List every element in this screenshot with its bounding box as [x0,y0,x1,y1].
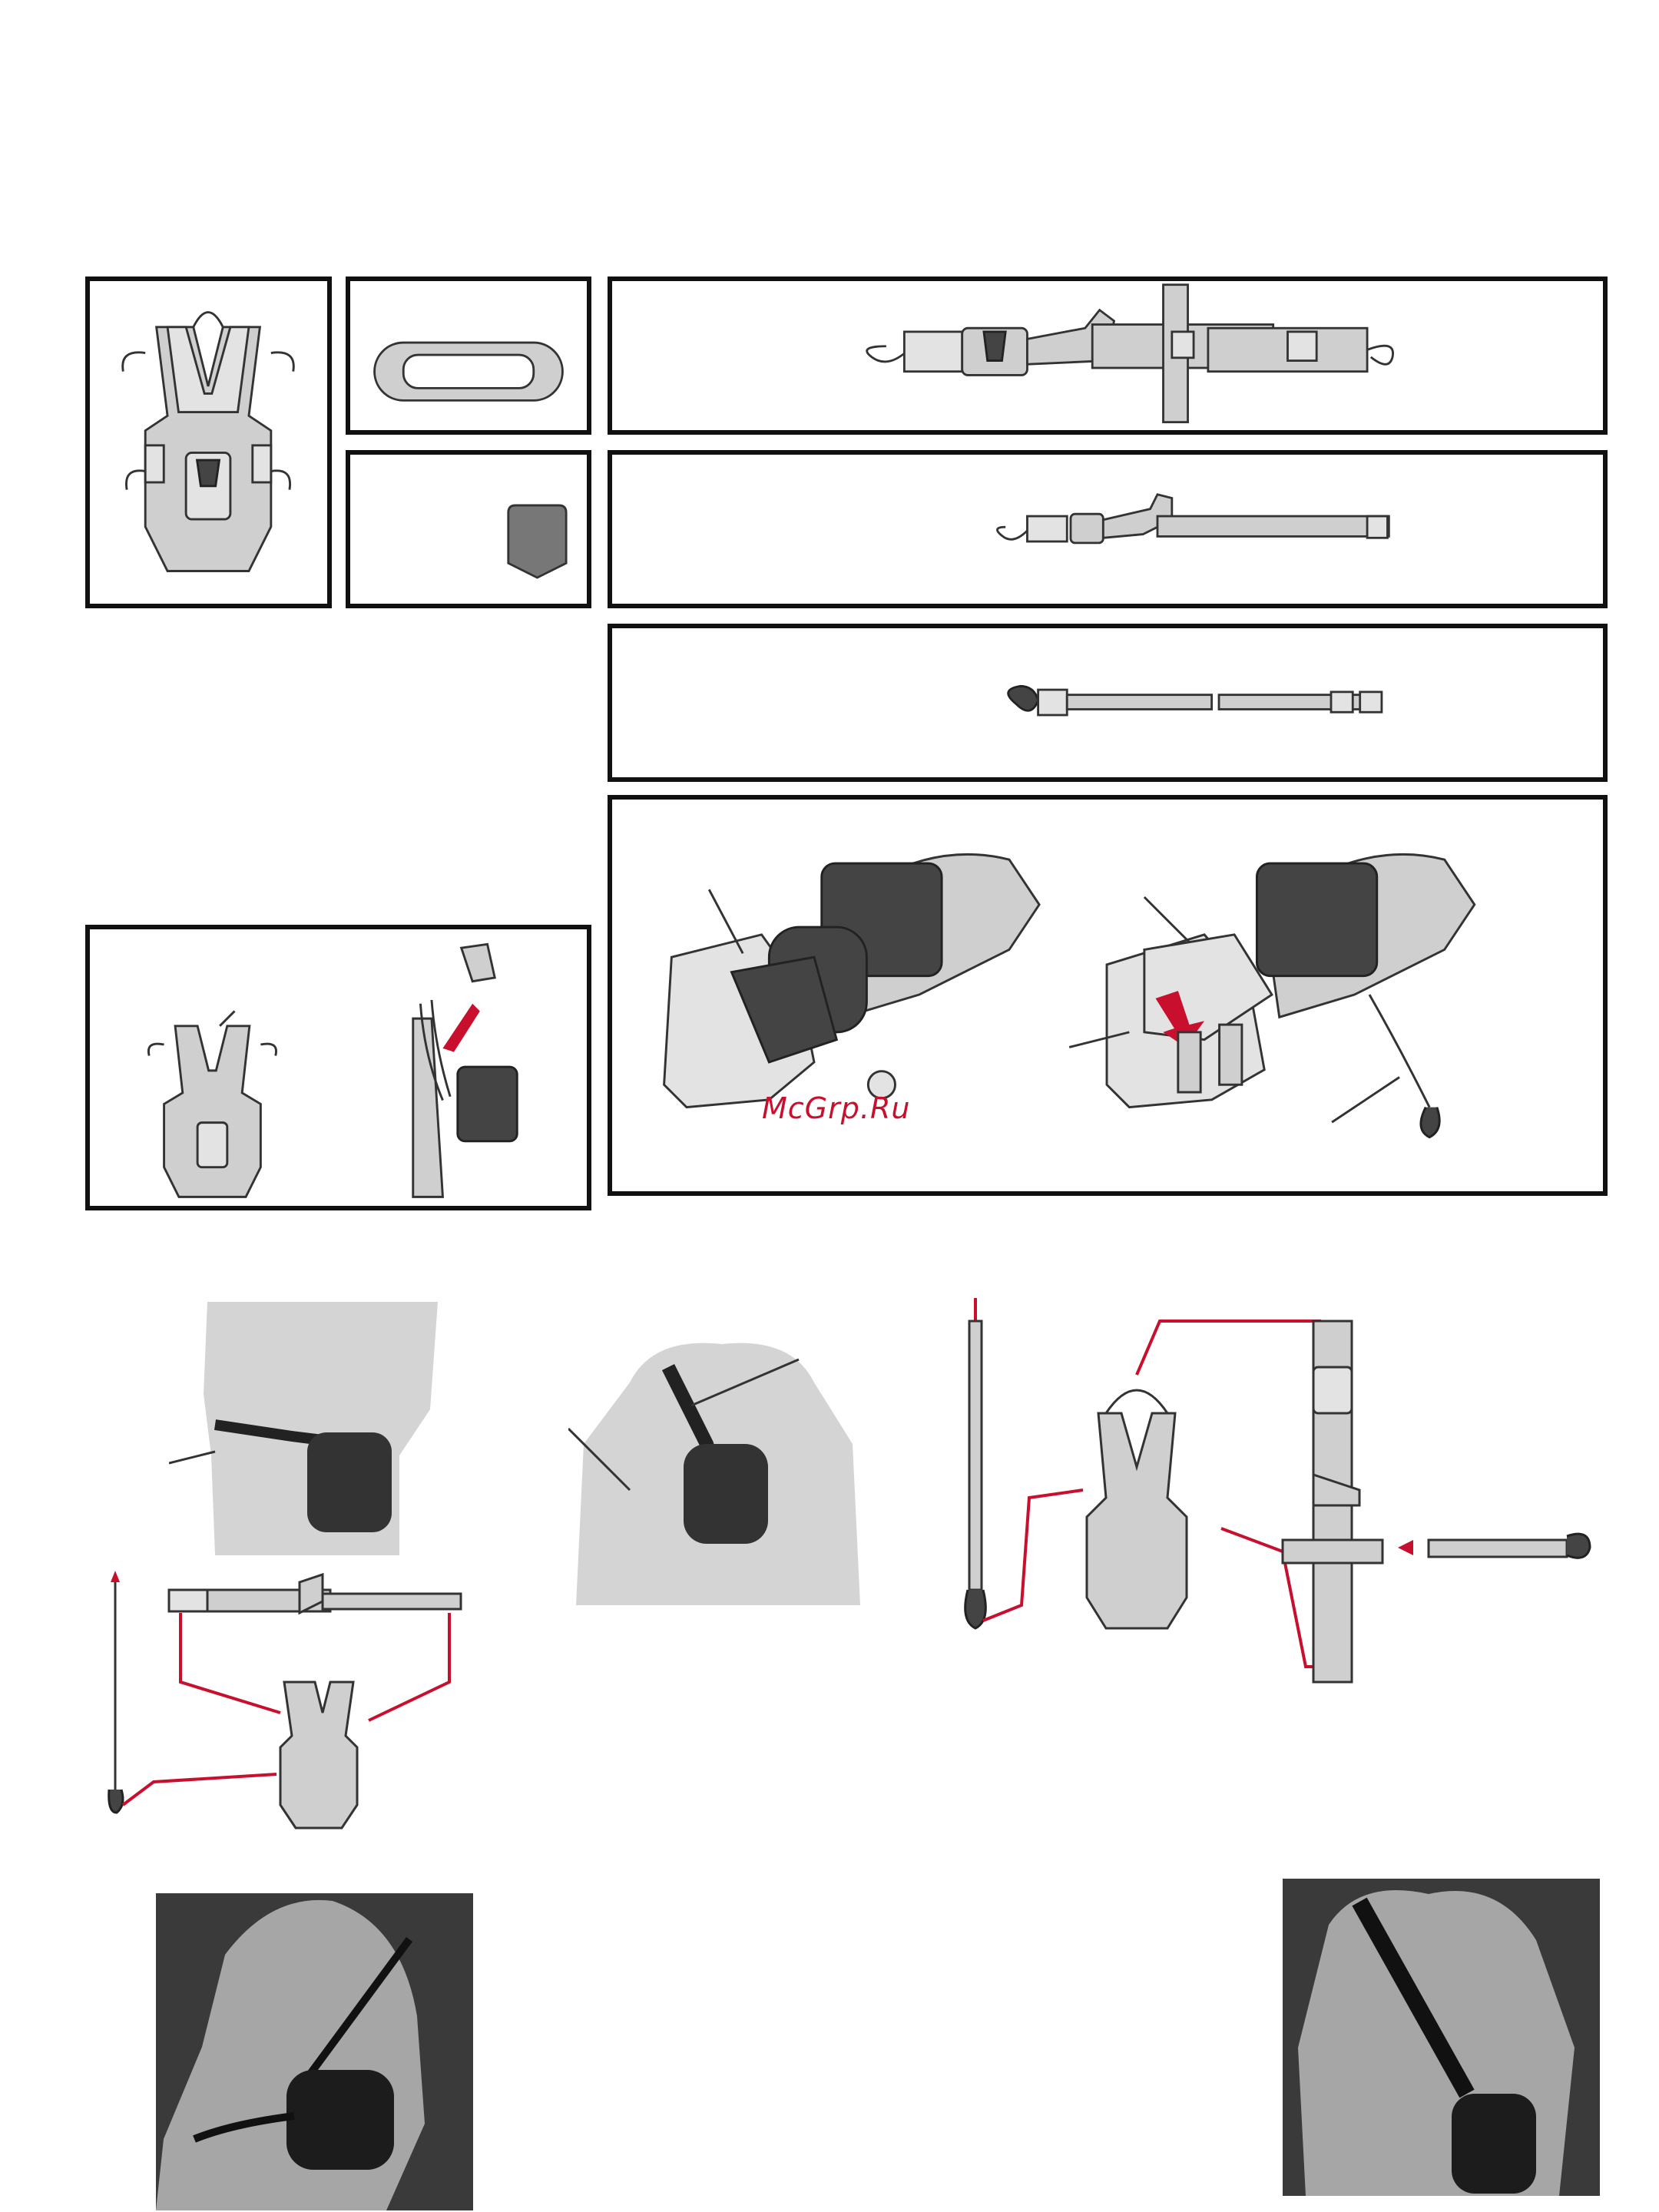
hip-carry-photo [156,1893,473,2210]
part-loop-panel [346,276,591,435]
waist-wear-illustration [169,1302,445,1555]
loop-icon [350,281,587,430]
part-patch-panel [346,450,591,608]
holster-icon [90,929,587,1206]
person-icon [156,1893,473,2210]
holster-loop-assembly-panel [85,925,591,1210]
holster-icon [90,281,327,604]
camera-holster-fitting-panel [608,795,1608,1196]
shoulder-strap-icon [945,1298,1636,1697]
sling-assembly-diagram [945,1298,1636,1697]
part-holster-panel [85,276,332,608]
person-icon [568,1336,868,1605]
shoulder-strap-icon [612,281,1603,430]
waist-assembly-diagram [92,1559,476,1836]
watermark-text: McGrp.Ru [762,1091,911,1125]
chest-wear-illustration [568,1336,868,1605]
tether-icon [612,628,1603,777]
patch-icon [350,455,587,604]
part-waist-strap-panel [608,450,1608,608]
part-shoulder-strap-panel [608,276,1608,435]
person-icon [169,1302,445,1555]
waist-strap-icon [92,1559,476,1836]
waist-strap-icon [612,455,1603,604]
part-tether-panel [608,624,1608,782]
person-icon [1283,1879,1600,2196]
camera-icon [612,800,1603,1191]
sling-carry-photo [1283,1879,1600,2196]
